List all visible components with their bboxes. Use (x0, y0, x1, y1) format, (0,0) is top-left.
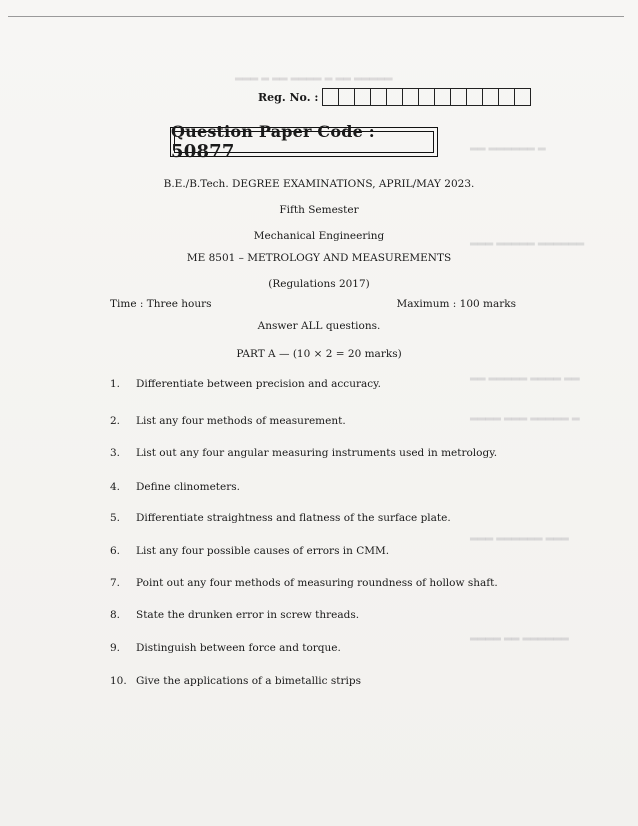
semester: Fifth Semester (279, 204, 359, 216)
qpc-label-text: Question Paper Code : (171, 122, 375, 141)
qpc-code: 50877 (171, 141, 235, 162)
question-item (110, 481, 240, 493)
question-number: 3. (110, 447, 121, 459)
question-number: 2. (110, 415, 121, 427)
reg-no-box (515, 89, 530, 105)
qpc-label (171, 122, 437, 162)
bleed-through: ▂▂▂ ▂▂▂▂▂ ▂▂▂▂▂▂ (470, 235, 585, 246)
course-title: ME 8501 – METROLOGY AND MEASUREMENTS (186, 252, 452, 264)
max-marks-label: Maximum : 100 marks (396, 298, 516, 310)
department: Mechanical Engineering (253, 230, 385, 242)
question-number: 10. (110, 675, 127, 687)
reg-no-box (435, 89, 451, 105)
reg-no-label: Reg. No. : (258, 90, 319, 104)
reg-no-box (355, 89, 371, 105)
reg-no-box (419, 89, 435, 105)
time-marks-row (110, 298, 516, 310)
question-item (110, 577, 498, 589)
reg-no-box (387, 89, 403, 105)
question-item (110, 378, 381, 390)
question-text: Differentiate between precision and accuracy. (136, 378, 381, 390)
question-number: 6. (110, 545, 121, 557)
question-item (110, 609, 359, 621)
question-text: List any four possible causes of errors in CMM. (136, 545, 390, 557)
time-label: Time : Three hours (110, 298, 212, 310)
question-item (110, 512, 451, 524)
regulations: (Regulations 2017) (268, 278, 370, 290)
question-text: Give the applications of a bimetallic strips (136, 675, 361, 687)
question-item (110, 675, 361, 687)
bleed-through: ▂▂▂ ▂ ▂▂ ▂▂▂▂ ▂ ▂▂ ▂▂▂▂▂ (235, 70, 393, 81)
question-text: Differentiate straightness and flatness of the surface plate. (136, 512, 451, 524)
reg-no-field (258, 88, 531, 106)
question-text: Distinguish between force and torque. (136, 642, 341, 654)
reg-no-box (371, 89, 387, 105)
reg-no-box (483, 89, 499, 105)
question-number: 9. (110, 642, 121, 654)
reg-no-box (467, 89, 483, 105)
question-number: 5. (110, 512, 121, 524)
reg-no-box (499, 89, 515, 105)
question-text: Define clinometers. (136, 481, 240, 493)
instruction: Answer ALL questions. (257, 320, 381, 332)
question-item (110, 545, 389, 557)
question-paper-code-box (170, 122, 438, 162)
reg-no-box (339, 89, 355, 105)
question-item (110, 415, 346, 427)
bleed-through: ▂▂ ▂▂▂▂▂▂ ▂ (470, 140, 546, 151)
bleed-through: ▂▂▂▂ ▂▂▂ ▂▂▂▂▂ ▂ (470, 410, 580, 421)
exam-title: B.E./B.Tech. DEGREE EXAMINATIONS, APRIL/MAY 2023. (163, 178, 475, 190)
bleed-through: ▂▂▂▂ ▂▂ ▂▂▂▂▂▂ (470, 630, 569, 641)
reg-no-boxes (322, 88, 531, 106)
question-number: 8. (110, 609, 121, 621)
bleed-through: ▂▂ ▂▂▂▂▂ ▂▂▂▂ ▂▂ (470, 370, 580, 381)
question-number: 4. (110, 481, 121, 493)
question-number: 7. (110, 577, 121, 589)
reg-no-box (323, 89, 339, 105)
bleed-through: ▂▂▂ ▂▂▂▂▂▂ ▂▂▂ (470, 530, 569, 541)
question-text: State the drunken error in screw threads. (136, 609, 360, 621)
question-text: Point out any four methods of measuring roundness of hollow shaft. (136, 577, 498, 589)
part-a-heading: PART A — (10 × 2 = 20 marks) (236, 348, 402, 360)
reg-no-box (451, 89, 467, 105)
question-item (110, 447, 497, 459)
top-rule (8, 16, 624, 17)
question-text: List any four methods of measurement. (136, 415, 346, 427)
question-item (110, 642, 341, 654)
question-text: List out any four angular measuring instruments used in metrology. (136, 447, 498, 459)
reg-no-box (403, 89, 419, 105)
question-number: 1. (110, 378, 121, 390)
